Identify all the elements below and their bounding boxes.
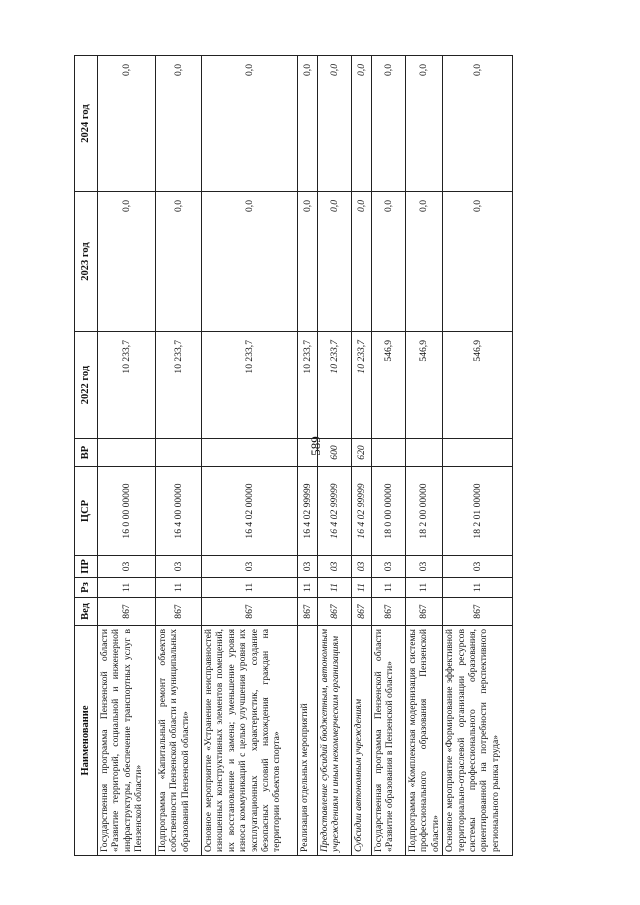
row-2023: 0,0	[156, 192, 202, 332]
row-2022: 10 233,7	[156, 332, 202, 439]
row-vr	[372, 439, 406, 467]
header-vr: ВР	[75, 439, 98, 467]
row-ved: 867	[298, 598, 318, 626]
table-row	[156, 56, 202, 856]
row-2024: 0,0	[372, 56, 406, 192]
table-row	[98, 56, 156, 856]
row-2023: 0,0	[372, 192, 406, 332]
row-pr: 03	[98, 556, 156, 578]
row-rz: 11	[298, 578, 318, 598]
row-ved: 867	[372, 598, 406, 626]
table-row	[406, 56, 443, 856]
header-ved: Вед	[75, 598, 98, 626]
row-name: Подпрограмма «Комплексная модернизация системы профессионального образования Пензенской области»	[406, 626, 443, 856]
row-2024: 0,0	[318, 56, 352, 192]
row-rz: 11	[352, 578, 372, 598]
table-row	[352, 56, 372, 856]
header-2022: 2022 год	[75, 332, 98, 439]
row-ved: 867	[352, 598, 372, 626]
row-name: Основное мероприятие «Формирование эффективной территориально-отраслевой организации ресурсов системы профессионального образования, ориентированной на потребности перспективного регионального рынка труда»	[443, 626, 513, 856]
row-2024: 0,0	[202, 56, 298, 192]
row-rz: 11	[443, 578, 513, 598]
row-name: Государственная программа Пензенской области «Развитие образования в Пензенской области»	[372, 626, 406, 856]
table-row	[443, 56, 513, 856]
row-2023: 0,0	[406, 192, 443, 332]
row-rz: 11	[318, 578, 352, 598]
row-pr: 03	[156, 556, 202, 578]
row-2024: 0,0	[298, 56, 318, 192]
row-pr: 03	[202, 556, 298, 578]
row-vr	[443, 439, 513, 467]
row-2023: 0,0	[443, 192, 513, 332]
row-2024: 0,0	[156, 56, 202, 192]
row-csr: 16 0 00 00000	[98, 467, 156, 556]
page-number: 589	[307, 436, 323, 456]
row-pr: 03	[406, 556, 443, 578]
row-2022: 10 233,7	[352, 332, 372, 439]
row-name: Основное мероприятие «Устранение неисправностей изношенных конструктивных элементов помещений, их восстановление и замена; уменьшение уровня износа коммуникаций с целью улучшения уровня их эксплуатационных характеристик, создание безопасных условий нахождения граждан на территории объектов спорта»	[202, 626, 298, 856]
row-vr	[156, 439, 202, 467]
header-2024: 2024 год	[75, 56, 98, 192]
header-name: Наименование	[75, 626, 98, 856]
header-csr: ЦСР	[75, 467, 98, 556]
row-rz: 11	[156, 578, 202, 598]
row-2023: 0,0	[298, 192, 318, 332]
row-vr	[298, 439, 318, 467]
row-csr: 16 4 02 99999	[318, 467, 352, 556]
row-ved: 867	[202, 598, 298, 626]
row-name: Субсидии автономным учреждениям	[352, 626, 372, 856]
row-rz: 11	[202, 578, 298, 598]
row-vr	[406, 439, 443, 467]
row-2022: 10 233,7	[202, 332, 298, 439]
row-2024: 0,0	[406, 56, 443, 192]
row-ved: 867	[318, 598, 352, 626]
row-rz: 11	[98, 578, 156, 598]
row-name: Предоставление субсидий бюджетным, автономным учреждениям и иным некоммерческим организациям	[318, 626, 352, 856]
row-2022: 10 233,7	[298, 332, 318, 439]
row-2023: 0,0	[318, 192, 352, 332]
row-2022: 546,9	[406, 332, 443, 439]
row-csr: 16 4 02 00000	[202, 467, 298, 556]
row-2022: 546,9	[443, 332, 513, 439]
row-vr	[202, 439, 298, 467]
row-name: Подпрограмма «Капитальный ремонт объектов собственности Пензенской области и муниципальных образований Пензенской области»	[156, 626, 202, 856]
row-name: Государственная программа Пензенской области «Развитие территорий, социальной и инженерной инфраструктуры, обеспечение транспортных услуг в Пензенской области»	[98, 626, 156, 856]
row-vr: 600	[318, 439, 352, 467]
header-pr: ПР	[75, 556, 98, 578]
row-ved: 867	[406, 598, 443, 626]
row-pr: 03	[443, 556, 513, 578]
row-rz: 11	[372, 578, 406, 598]
row-pr: 03	[298, 556, 318, 578]
table-header-row	[75, 56, 98, 856]
row-2023: 0,0	[98, 192, 156, 332]
row-ved: 867	[98, 598, 156, 626]
header-2023: 2023 год	[75, 192, 98, 332]
row-csr: 18 2 00 00000	[406, 467, 443, 556]
row-csr: 16 4 02 99999	[352, 467, 372, 556]
row-name: Реализация отдельных мероприятий	[298, 626, 318, 856]
table-row	[318, 56, 352, 856]
row-pr: 03	[318, 556, 352, 578]
row-pr: 03	[352, 556, 372, 578]
row-2024: 0,0	[443, 56, 513, 192]
row-rz: 11	[406, 578, 443, 598]
row-2023: 0,0	[202, 192, 298, 332]
row-2024: 0,0	[352, 56, 372, 192]
header-rz: Рз	[75, 578, 98, 598]
row-ved: 867	[156, 598, 202, 626]
row-csr: 18 2 01 00000	[443, 467, 513, 556]
row-2024: 0,0	[98, 56, 156, 192]
row-vr	[98, 439, 156, 467]
row-ved: 867	[443, 598, 513, 626]
row-pr: 03	[372, 556, 406, 578]
row-2022: 546,9	[372, 332, 406, 439]
table-row	[298, 56, 318, 856]
budget-table	[74, 55, 513, 856]
table-row	[202, 56, 298, 856]
row-vr: 620	[352, 439, 372, 467]
row-2023: 0,0	[352, 192, 372, 332]
row-csr: 16 4 00 00000	[156, 467, 202, 556]
row-csr: 16 4 02 99999	[298, 467, 318, 556]
row-csr: 18 0 00 00000	[372, 467, 406, 556]
row-2022: 10 233,7	[318, 332, 352, 439]
row-2022: 10 233,7	[98, 332, 156, 439]
table-row	[372, 56, 406, 856]
budget-table-container	[74, 56, 500, 856]
